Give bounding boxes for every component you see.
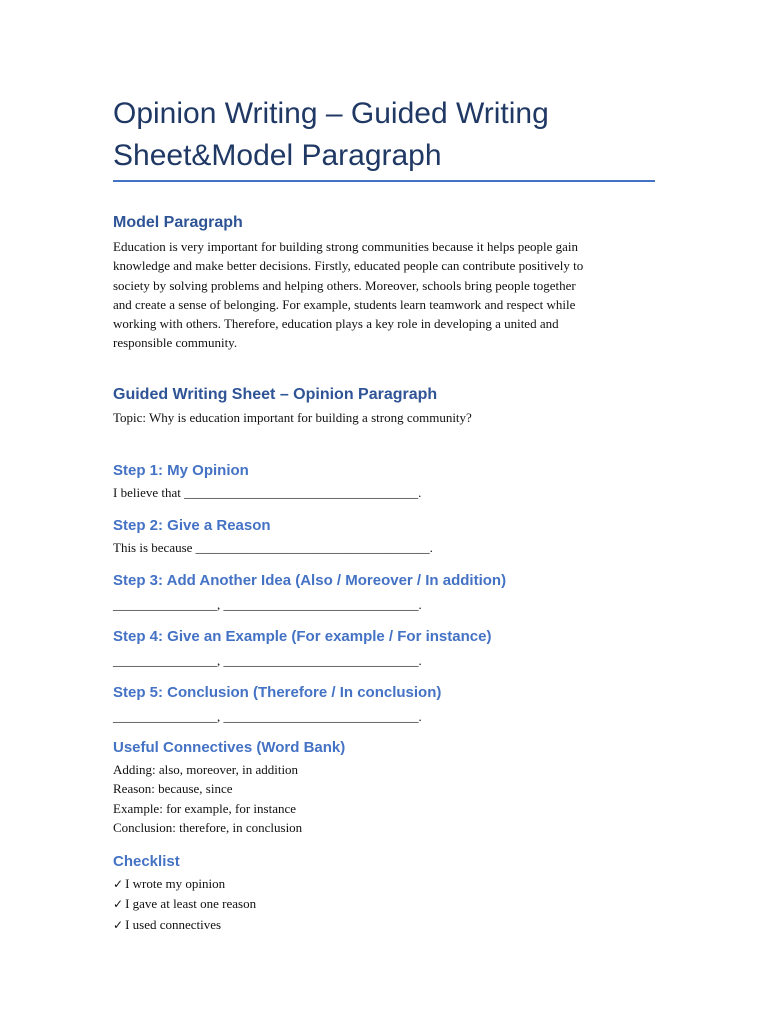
topic-text: Topic: Why is education important for building a strong community? — [113, 410, 472, 425]
step-4-heading: Step 4: Give an Example (For example / For instance) — [113, 628, 492, 645]
step-3-section — [113, 571, 658, 614]
model-paragraph-line: society by solving problems and helping others. Moreover, schools bring people together — [113, 277, 576, 293]
step-1-prompt: I believe that ____________________________________. — [113, 485, 422, 500]
checklist-heading: Checklist — [113, 853, 180, 870]
step-4-section — [113, 627, 658, 670]
checkmark-icon: ✓ — [113, 877, 124, 891]
model-paragraph-section — [113, 213, 658, 353]
word-bank-heading: Useful Connectives (Word Bank) — [113, 739, 346, 756]
checklist-item — [113, 874, 658, 894]
step-5-heading: Step 5: Conclusion (Therefore / In conclusion) — [113, 684, 442, 701]
checkmark-icon: ✓ — [113, 917, 124, 932]
title-line-1: Opinion Writing – Guided Writing — [113, 97, 549, 130]
checkmark-icon: ✓ — [113, 897, 124, 912]
title-line-2: Sheet&Model Paragraph — [113, 139, 442, 172]
checklist-section — [113, 852, 658, 935]
model-paragraph-line: Education is very important for building strong communities because it helps people gain — [113, 239, 579, 254]
checklist-item-label: I used connectives — [125, 916, 222, 932]
guided-sheet-section — [113, 385, 658, 427]
word-bank-item: Conclusion: therefore, in conclusion — [113, 819, 303, 835]
checklist-item-label: I gave at least one reason — [125, 896, 257, 912]
step-2-section — [113, 516, 658, 557]
checklist-item — [113, 894, 658, 914]
step-5-section — [113, 683, 658, 726]
model-paragraph-line: and create a sense of belonging. For example, students learn teamwork and respect while — [113, 296, 576, 312]
guided-sheet-heading: Guided Writing Sheet – Opinion Paragraph — [113, 386, 438, 403]
model-paragraph-line: working with others. Therefore, education plays a key role in developing a united and — [113, 316, 559, 332]
step-1-heading: Step 1: My Opinion — [113, 462, 249, 479]
step-2-heading: Step 2: Give a Reason — [113, 517, 271, 534]
word-bank-list — [113, 760, 658, 837]
word-bank-item: Example: for example, for instance — [113, 800, 297, 816]
word-bank-section — [113, 738, 658, 837]
checklist-item — [113, 915, 658, 935]
word-bank-item: Adding: also, moreover, in addition — [113, 762, 299, 777]
model-paragraph-heading: Model Paragraph — [113, 214, 243, 231]
step-2-prompt: This is because ____________________________________. — [113, 540, 433, 555]
step-4-prompt: ________________, ______________________________. — [113, 653, 422, 668]
model-paragraph-line: knowledge and make better decisions. Firstly, educated people can contribute positively to — [113, 258, 584, 274]
word-bank-item: Reason: because, since — [113, 781, 233, 797]
checklist-list — [113, 874, 658, 935]
step-3-prompt: ________________, ______________________________. — [113, 597, 422, 612]
step-5-prompt: ________________, ______________________________. — [113, 709, 422, 724]
title-underline-rule — [113, 180, 655, 182]
model-paragraph-line: responsible community. — [113, 335, 238, 351]
step-1-section — [113, 461, 658, 502]
checklist-item-label: I wrote my opinion — [125, 876, 226, 891]
document-title — [113, 93, 658, 177]
step-3-heading: Step 3: Add Another Idea (Also / Moreover / In addition) — [113, 572, 507, 589]
model-paragraph-text — [113, 237, 658, 353]
